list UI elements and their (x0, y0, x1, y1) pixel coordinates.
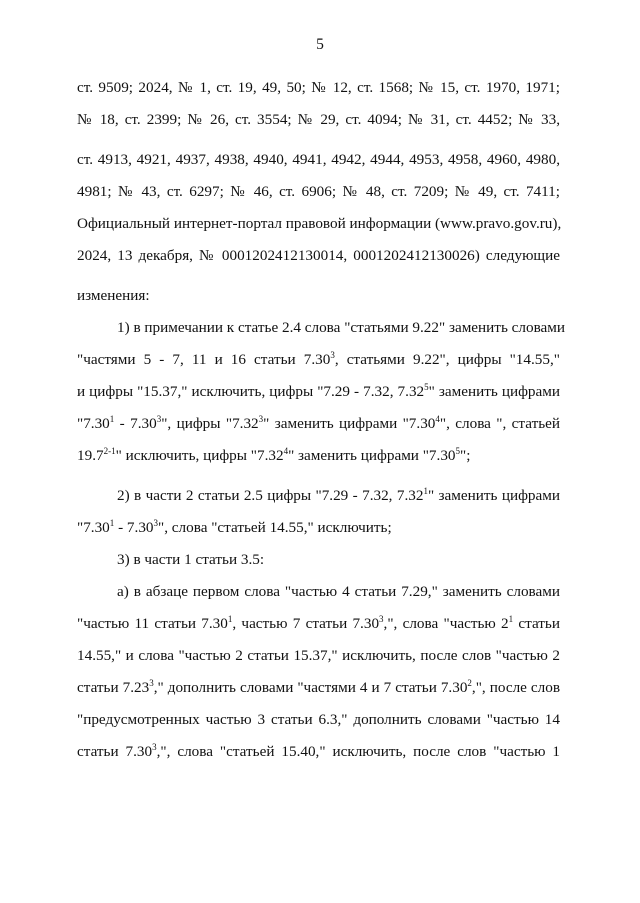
text-span: и цифры "15.37," исключить, цифры "7.29 - 7.32, 7.32 (77, 383, 425, 400)
page-number: 5 (316, 36, 324, 53)
text-line (77, 350, 560, 370)
text-span: " заменить цифрами (427, 487, 560, 504)
superscript: 3 (152, 742, 157, 752)
text-line (77, 182, 560, 202)
text-line (77, 214, 560, 234)
text-span: ,", слова "статьей 15.40," исключить, после слов "частью 1 (156, 743, 561, 760)
text-span: статьи (513, 615, 560, 632)
text-line (117, 582, 560, 602)
text-line (77, 742, 560, 762)
text-line (77, 110, 560, 130)
text-span: "7.30 (77, 519, 110, 536)
text-line (77, 382, 560, 402)
text-line (117, 486, 560, 506)
text-line (77, 614, 560, 634)
superscript: 5 (455, 446, 461, 456)
text-line (77, 518, 560, 538)
text-line (77, 646, 560, 666)
superscript: 3 (258, 414, 264, 424)
superscript: 4 (435, 414, 440, 424)
text-span: "частью 11 статьи 7.30 (77, 615, 228, 632)
text-span: 2) в части 2 статьи 2.5 цифры "7.29 - 7.32, 7.32 (117, 487, 424, 504)
text-line (117, 318, 566, 338)
superscript: 1 (227, 614, 233, 624)
text-span: ,", слова "частью 2 (383, 615, 509, 632)
text-span: " исключить, цифры "7.32 (115, 447, 284, 464)
text-span: а) в абзаце первом слова "частью 4 статьи 7.29," заменить словами (117, 583, 560, 600)
text-span: ", слова "статьей 14.55," исключить; (158, 519, 392, 536)
text-span: 4981; № 43, ст. 6297; № 46, ст. 6906; № 48, ст. 7209; № 49, ст. 7411; (77, 183, 560, 200)
text-span: статьи 7.23 (77, 679, 150, 696)
text-span: ст. 9509; 2024, № 1, ст. 19, 49, 50; № 12, ст. 1568; № 15, ст. 1970, 1971; (77, 79, 560, 96)
superscript: 1 (109, 414, 115, 424)
superscript: 1 (423, 486, 428, 496)
superscript: 4 (283, 446, 289, 456)
text-span: ," дополнить словами "частями 4 и 7 статьи 7.30 (153, 679, 468, 696)
text-span: "; (460, 447, 471, 464)
text-span: 2024, 13 декабря, № 0001202412130014, 0001202412130026) следующие (77, 247, 560, 264)
superscript: 3 (330, 350, 335, 360)
text-line (117, 550, 560, 570)
text-line (77, 246, 560, 266)
text-span: , статьями 9.22", цифры "14.55," (334, 351, 560, 368)
superscript: 3 (379, 614, 384, 624)
text-span: изменения: (77, 287, 150, 304)
text-line (77, 414, 560, 434)
text-line (77, 446, 560, 466)
text-span: "7.30 (77, 415, 110, 432)
superscript: 2 (467, 678, 472, 688)
text-span: 14.55," и слова "частью 2 статьи 15.37," исключить, после слов "частью 2 (77, 647, 560, 664)
text-span: Официальный интернет-портал правовой информации (www.pravo.gov.ru), (77, 215, 562, 232)
superscript: 1 (508, 614, 514, 624)
text-span: ст. 4913, 4921, 4937, 4938, 4940, 4941, 4942, 4944, 4953, 4958, 4960, 4980, (77, 151, 560, 168)
text-span: 1) в примечании к статье 2.4 слова "статьями 9.22" заменить словами (117, 319, 566, 336)
text-span: ", слова ", статьей (439, 415, 561, 432)
text-line (77, 710, 560, 730)
text-span: "предусмотренных частью 3 статьи 6.3," дополнить словами "частью 14 (77, 711, 560, 728)
text-span: - 7.30 (114, 519, 154, 536)
superscript: 5 (424, 382, 429, 392)
text-span: 3) в части 1 статьи 3.5: (117, 551, 265, 568)
text-span: - 7.30 (114, 415, 157, 432)
superscript: 3 (153, 518, 159, 528)
text-line (77, 150, 560, 170)
superscript: 3 (156, 414, 162, 424)
text-span: 19.7 (77, 447, 104, 464)
text-span: № 18, ст. 2399; № 26, ст. 3554; № 29, ст. 4094; № 31, ст. 4452; № 33, (77, 111, 560, 128)
text-span: ", цифры "7.32 (161, 415, 259, 432)
text-span: "частями 5 - 7, 11 и 16 статьи 7.30 (77, 351, 331, 368)
text-span: , частью 7 статьи 7.30 (232, 615, 380, 632)
text-line (77, 678, 560, 698)
superscript: 2-1 (103, 446, 116, 456)
text-line (77, 286, 560, 306)
text-span: " заменить цифрами "7.30 (288, 447, 456, 464)
superscript: 3 (149, 678, 154, 688)
text-line (77, 78, 560, 98)
text-span: статьи 7.30 (77, 743, 153, 760)
text-span: " заменить цифрами "7.30 (263, 415, 436, 432)
text-span: " заменить цифрами (428, 383, 561, 400)
superscript: 1 (109, 518, 115, 528)
text-span: ,", после слов (471, 679, 560, 696)
